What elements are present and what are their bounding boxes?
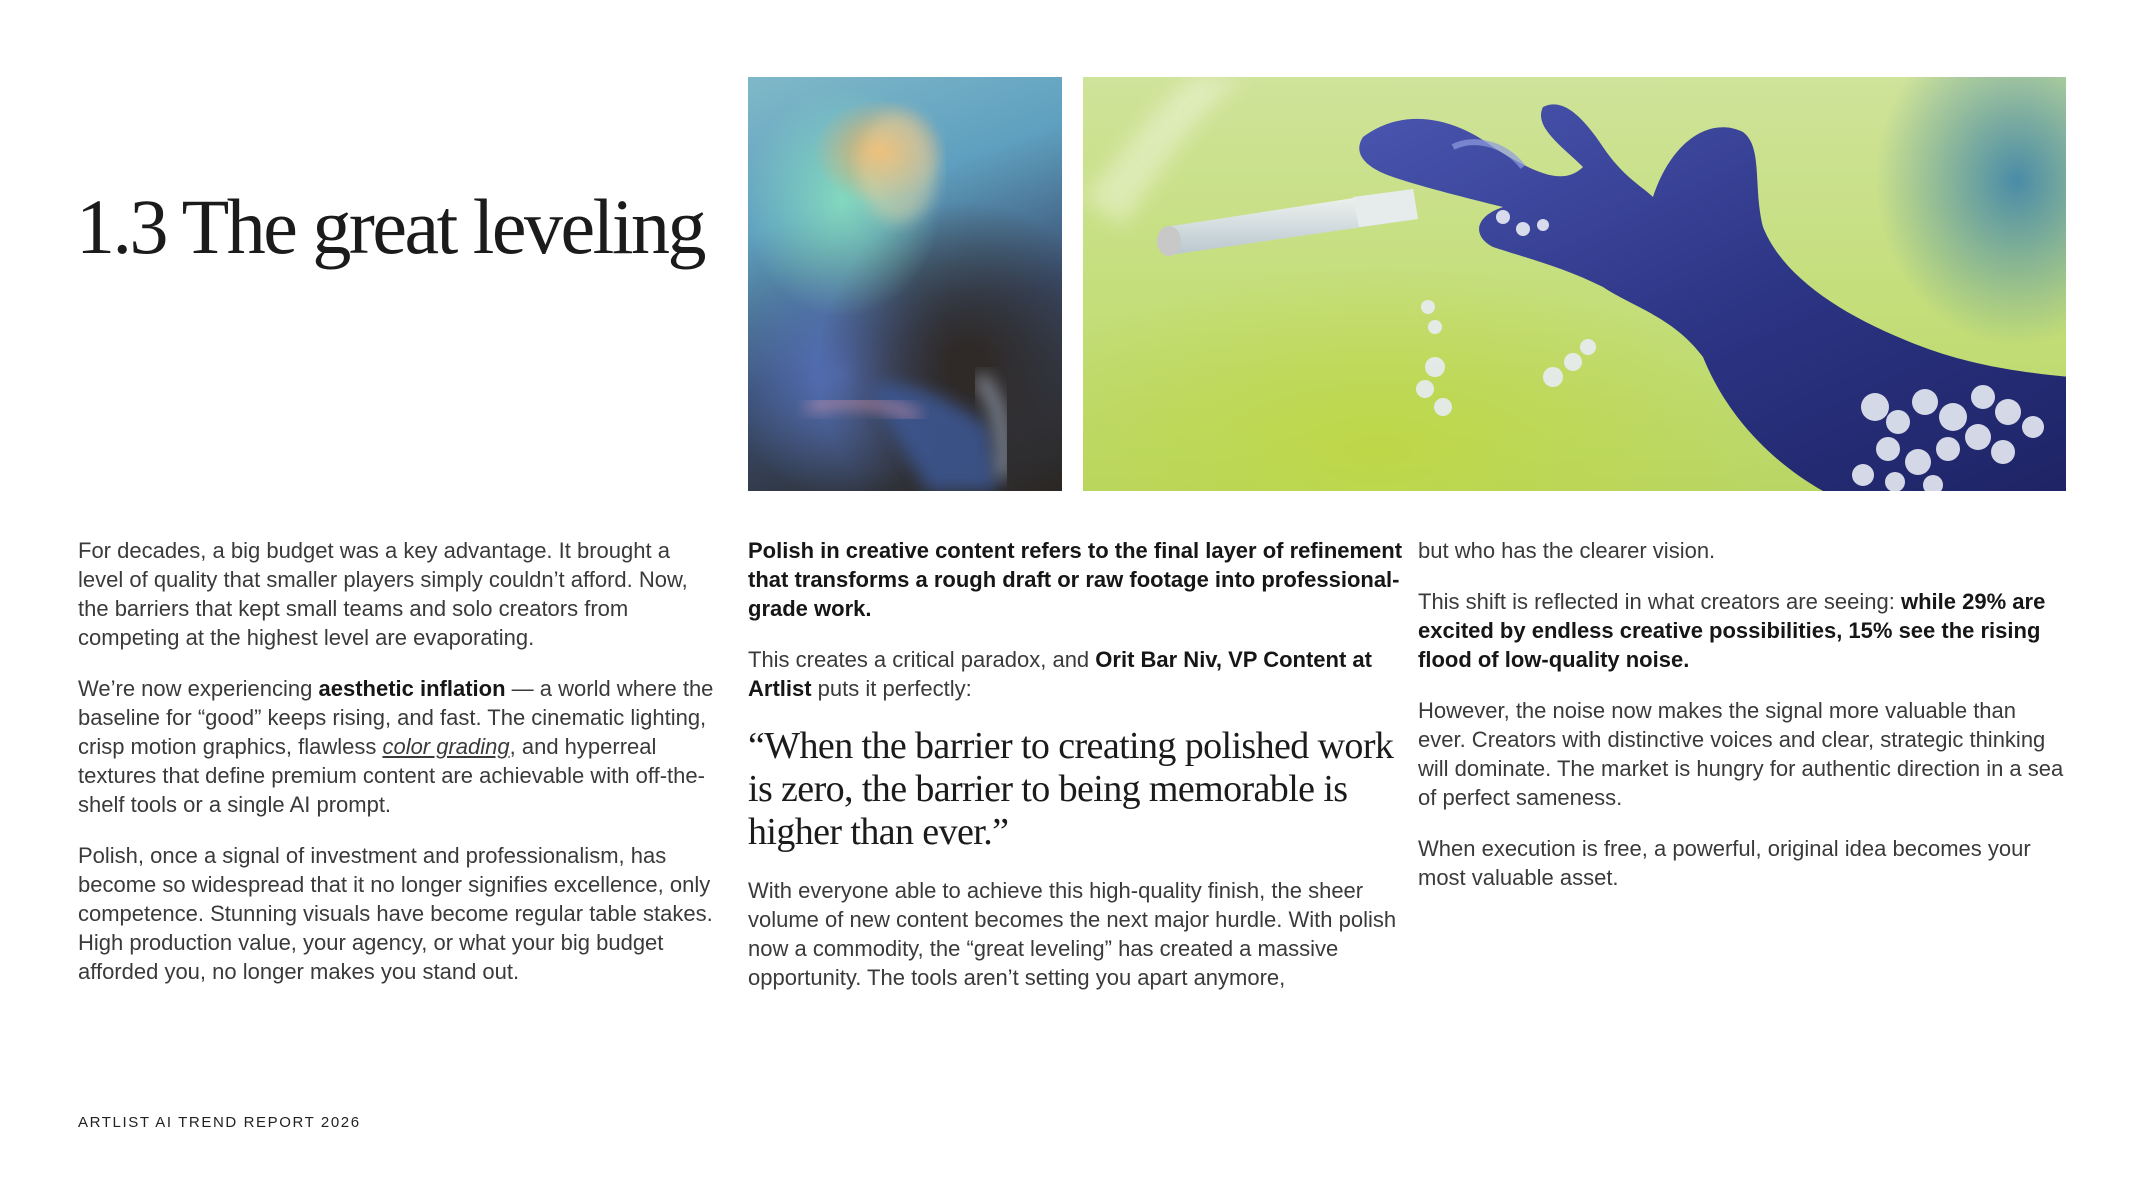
paragraph-attribution: This creates a critical paradox, and Orit Bar Niv, VP Content at Artlist puts it perfectly: <box>748 647 1372 701</box>
paragraph-statistics: This shift is reflected in what creators are seeing: while 29% are excited by endless creative possibilities, 15% see the rising flood of low-quality noise. <box>1418 589 2046 672</box>
photo-blurred-figure <box>748 77 1062 491</box>
page-title: 1.3 The great leveling <box>76 183 704 270</box>
paragraph: With everyone able to achieve this high-quality finish, the sheer volume of new content becomes the next major hurdle. With polish now a commodity, the “great leveling” has created a massive opportunity. The tools aren’t setting you apart anymore, <box>748 878 1397 990</box>
paragraph: Polish, once a signal of investment and professionalism, has become so widespread that it no longer signifies excellence, only competence. Stunning visuals have become regular table stakes. High production value, your agency, or what your big budget afforded you, no longer makes you stand out. <box>78 843 713 984</box>
bold-attribution: Orit Bar Niv, VP Content at Artlist <box>748 647 1372 701</box>
paragraph-definition <box>748 536 1408 623</box>
paragraph: However, the noise now makes the signal more valuable than ever. Creators with distinctive voices and clear, strategic thinking will dominate. The market is hungry for authentic direction in a sea of perfect sameness. <box>1418 698 2064 810</box>
text-column-2 <box>748 536 1408 1014</box>
paragraph-aesthetic-inflation: We’re now experiencing aesthetic inflation — a world where the baseline for “good” keeps rising, and fast. The cinematic lighting, crisp motion graphics, flawless color grading, and hyperreal textures that define premium content are achievable with off-the-shelf tools or a single AI prompt. <box>78 676 714 817</box>
bold-statistics: while 29% are excited by endless creative possibilities, 15% see the rising flood of low-quality noise. <box>1418 589 2046 672</box>
paragraph: When execution is free, a powerful, original idea becomes your most valuable asset. <box>1418 836 2031 890</box>
bold-definition: Polish in creative content refers to the final layer of refinement that transforms a rough draft or raw footage into professional-grade work. <box>748 538 1403 621</box>
italic-phrase: color grading <box>382 734 510 759</box>
pull-quote: “When the barrier to creating polished work is zero, the barrier to being memorable is higher than ever.” <box>748 725 1394 853</box>
blurred-figure-illustration <box>748 77 1062 491</box>
paragraph: but who has the clearer vision. <box>1418 538 1716 563</box>
paragraph: For decades, a big budget was a key advantage. It brought a level of quality that smaller players simply couldn’t afford. Now, the barriers that kept small teams and solo creators from competing at the highest level are evaporating. <box>78 538 688 650</box>
text-column-1 <box>78 536 718 1008</box>
bold-phrase: aesthetic inflation <box>318 676 506 701</box>
page-footer: ARTLIST AI TREND REPORT 2026 <box>78 1114 361 1131</box>
photo-gloved-hand-cigarette <box>1083 77 2066 491</box>
text-column-3 <box>1418 536 2068 914</box>
gloved-hand-illustration <box>1083 77 2066 491</box>
